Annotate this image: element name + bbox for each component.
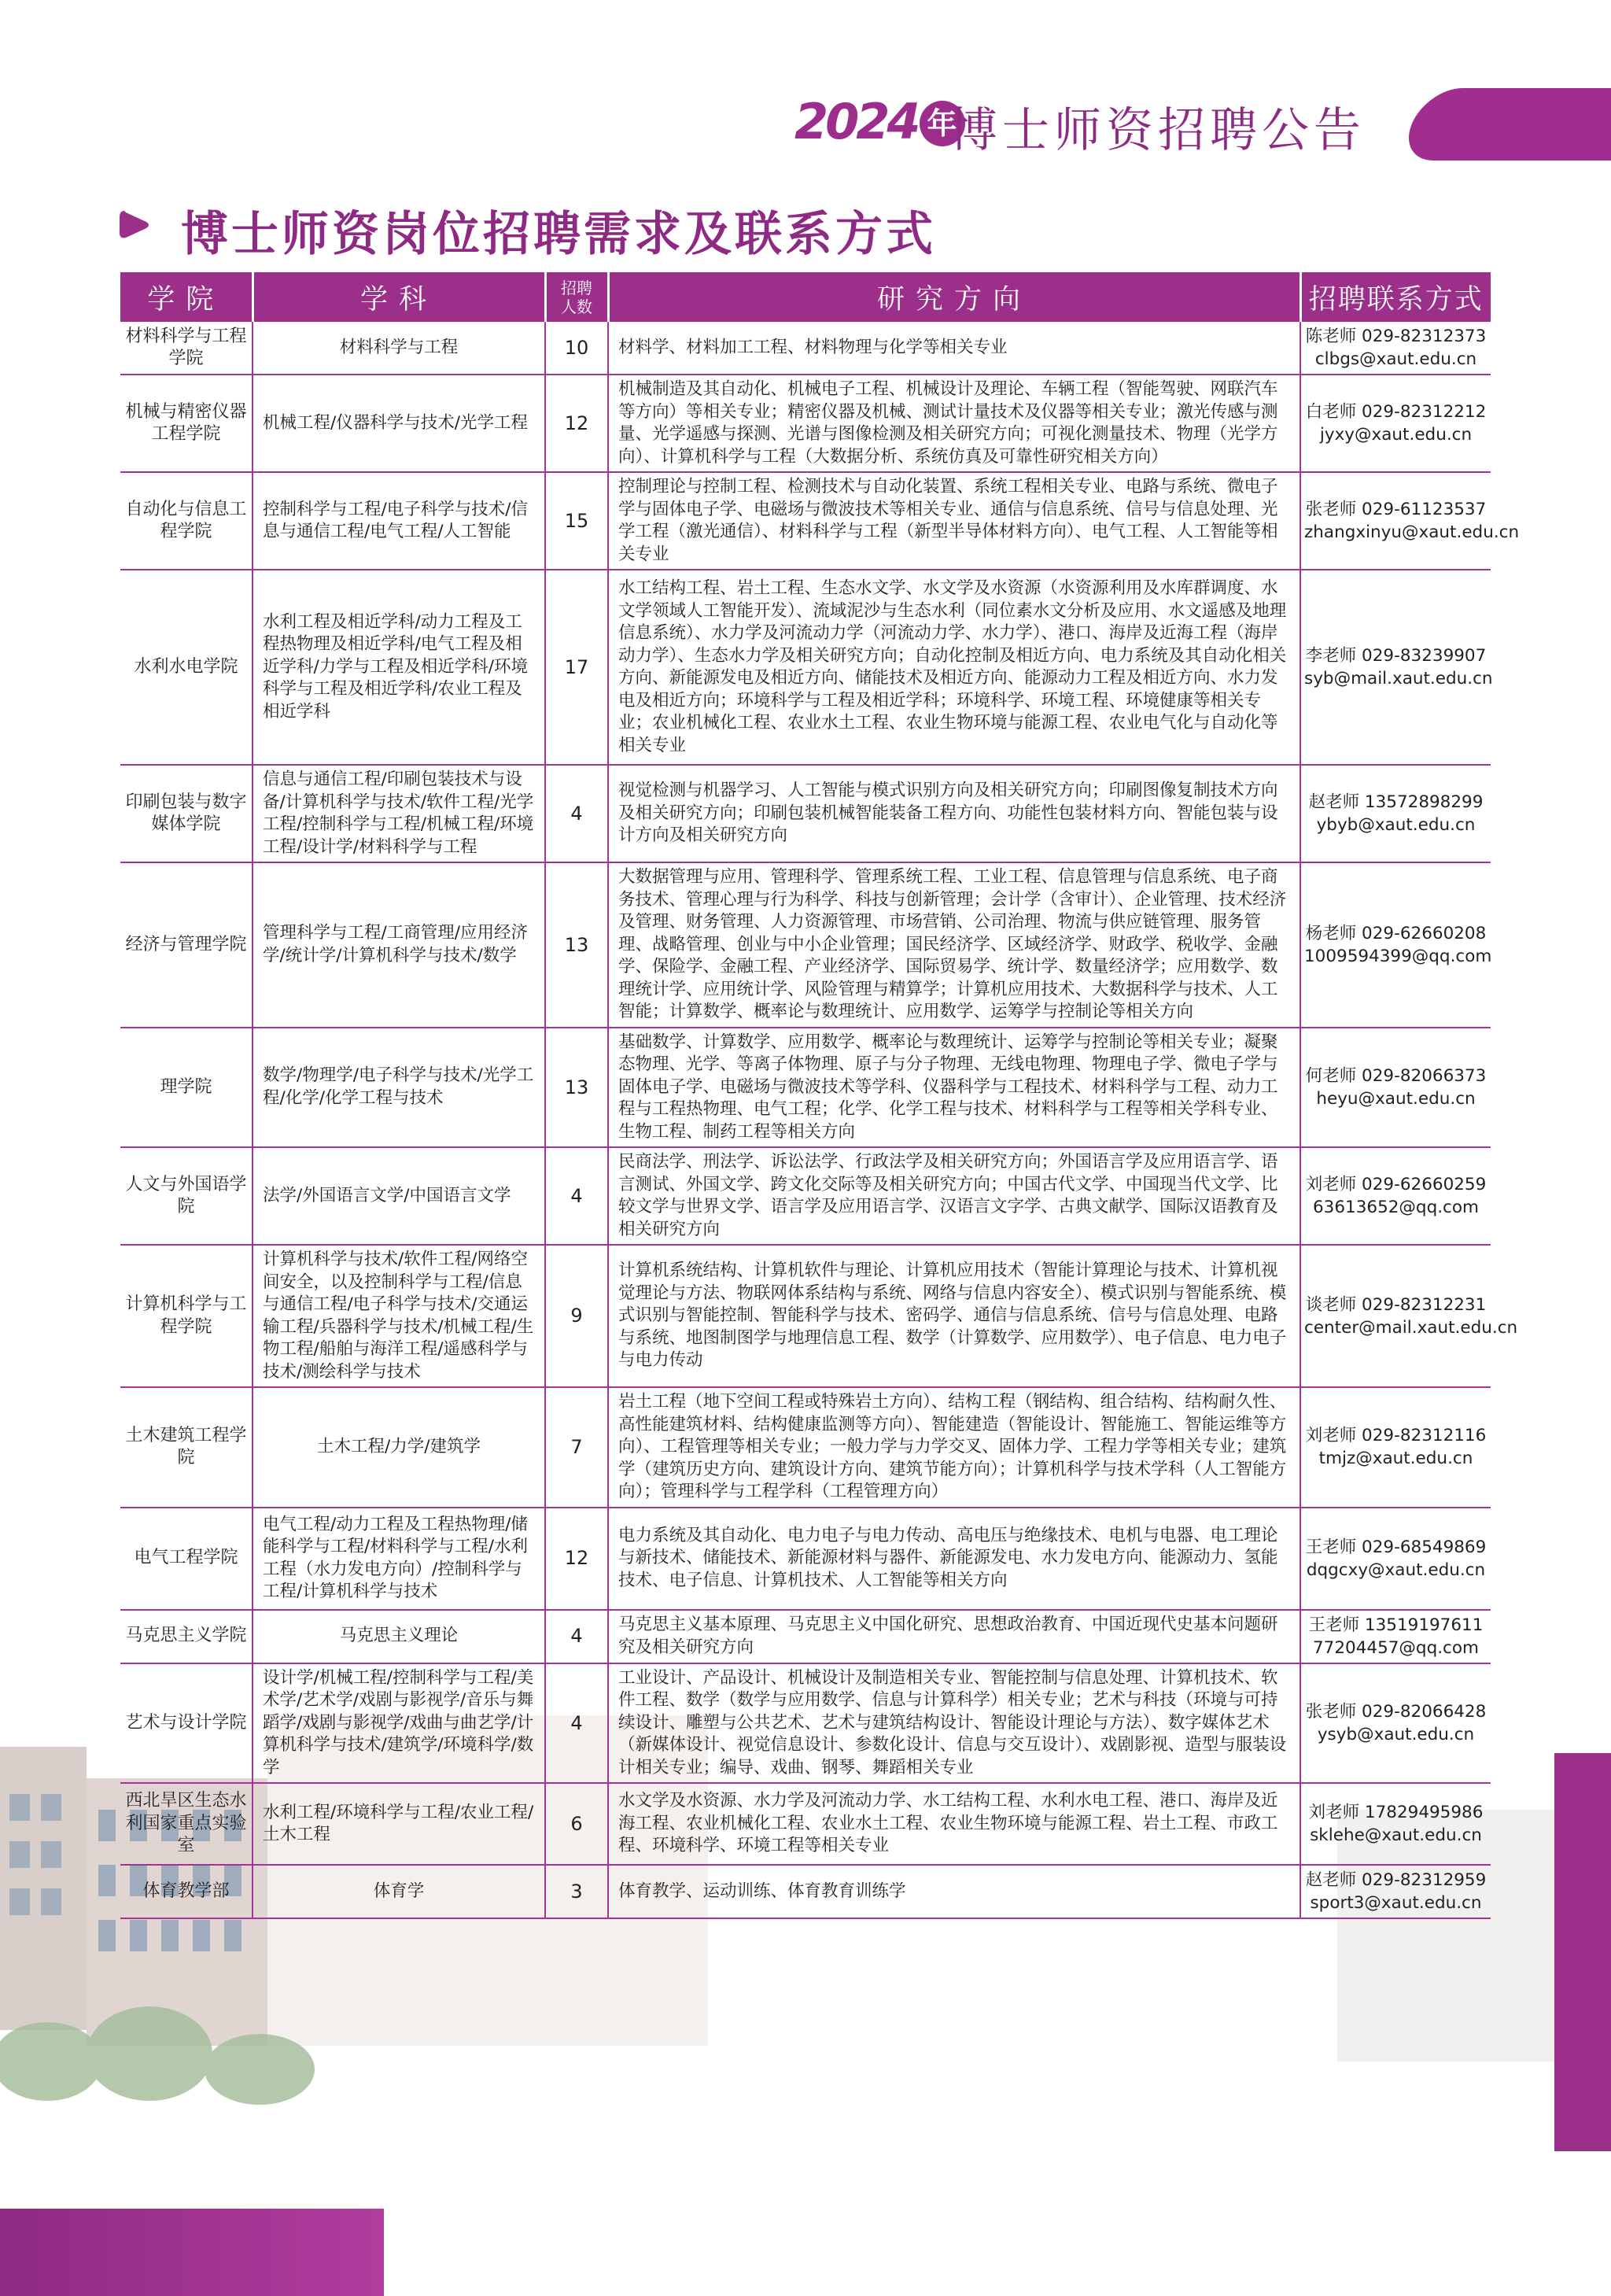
contact-phone: 杨老师 029-62660208: [1305, 923, 1487, 943]
contact-email[interactable]: sport3@xaut.edu.cn: [1310, 1893, 1482, 1913]
page-header: [0, 79, 1611, 165]
header-title: 博士师资招聘公告: [950, 103, 1366, 158]
contact-cell: [1300, 765, 1491, 862]
table-row: [120, 375, 1491, 472]
contact-phone: 赵老师 13572898299: [1308, 792, 1484, 812]
contact-phone: 张老师 029-61123537: [1305, 500, 1487, 519]
contact-cell: [1300, 1663, 1491, 1784]
college-cell: 机械与精密仪器工程学院: [120, 375, 253, 472]
discipline-cell: 体育学: [253, 1865, 545, 1918]
college-cell: 人文与外国语学院: [120, 1147, 253, 1245]
college-cell: 经济与管理学院: [120, 862, 253, 1028]
college-cell: 西北旱区生态水利国家重点实验室: [120, 1783, 253, 1865]
table-row: [120, 472, 1491, 570]
contact-cell: [1300, 1245, 1518, 1387]
count-cell: 12: [545, 1508, 608, 1610]
table-row: [120, 570, 1491, 765]
header-year-suffix: 年: [920, 101, 965, 146]
college-cell: 理学院: [120, 1028, 253, 1148]
table-row: [120, 1245, 1491, 1387]
contact-email[interactable]: center@mail.xaut.edu.cn: [1304, 1317, 1518, 1338]
college-cell: 马克思主义学院: [120, 1610, 253, 1663]
contact-email[interactable]: clbgs@xaut.edu.cn: [1314, 349, 1477, 369]
count-cell: 13: [545, 862, 608, 1028]
discipline-cell: 马克思主义理论: [253, 1610, 545, 1663]
count-cell: 7: [545, 1387, 608, 1508]
research-cell: 体育教学、运动训练、体育教育训练学: [608, 1865, 1300, 1918]
count-cell: 3: [545, 1865, 608, 1918]
contact-email[interactable]: ybyb@xaut.edu.cn: [1316, 815, 1476, 835]
contact-email[interactable]: zhangxinyu@xaut.edu.cn: [1304, 522, 1520, 542]
discipline-cell: 电气工程/动力工程及工程热物理/储能科学与工程/材料科学与工程/水利工程（水力发电方向）/控制科学与工程/计算机科学与技术: [253, 1508, 545, 1610]
contact-cell: [1300, 1610, 1491, 1663]
count-cell: 13: [545, 1028, 608, 1148]
table-row: [120, 862, 1491, 1028]
contact-cell: [1300, 862, 1491, 1028]
college-cell: 土木建筑工程学院: [120, 1387, 253, 1508]
discipline-cell: 信息与通信工程/印刷包装技术与设备/计算机科学与技术/软件工程/光学工程/控制科学与工程/机械工程/环境工程/设计学/材料科学与工程: [253, 765, 545, 862]
header-discipline: 学科: [253, 272, 545, 322]
play-arrow-icon: [116, 208, 151, 242]
contact-email[interactable]: 63613652@qq.com: [1313, 1198, 1479, 1217]
contact-email[interactable]: 1009594399@qq.com: [1304, 946, 1492, 966]
college-cell: 电气工程学院: [120, 1508, 253, 1610]
count-cell: 4: [545, 1610, 608, 1663]
count-cell: 4: [545, 1147, 608, 1245]
discipline-cell: 土木工程/力学/建筑学: [253, 1387, 545, 1508]
header-college: 学院: [120, 272, 253, 322]
research-cell: 控制理论与控制工程、检测技术与自动化装置、系统工程相关专业、电路与系统、微电子学与固体电子学、电磁场与微波技术等相关专业、通信与信息系统、信号与信息处理、光学工程（激光通信）、材料科学与工程（新型半导体材料方向）、电气工程、人工智能等相关专业: [608, 472, 1300, 570]
research-cell: 基础数学、计算数学、应用数学、概率论与数理统计、运筹学与控制论等相关专业；凝聚态物理、光学、等离子体物理、原子与分子物理、无线电物理、物理电子学、微电子学与固体电子学、电磁场与微波技术等学科、仪器科学与工程技术、材料科学与工程、动力工程与工程热物理、电气工程；化学、化学工程与技术、材料科学与工程等相关学科专业、生物工程、制药工程等相关方向: [608, 1028, 1300, 1148]
contact-cell: [1300, 1508, 1491, 1610]
research-cell: 机械制造及其自动化、机械电子工程、机械设计及理论、车辆工程（智能驾驶、网联汽车等方向）等相关专业；精密仪器及机械、测试计量技术及仪器等相关专业；激光传感与测量、光学遥感与探测、光谱与图像检测及相关研究方向；可视化测量技术、物理（光学方向）、计算机科学与工程（大数据分析、系统仿真及可靠性研究相关方向）: [608, 375, 1300, 472]
contact-cell: [1300, 322, 1491, 375]
contact-email[interactable]: ysyb@xaut.edu.cn: [1317, 1724, 1475, 1744]
count-cell: 15: [545, 472, 608, 570]
header-accent-tab: [1397, 88, 1611, 161]
research-cell: 大数据管理与应用、管理科学、管理系统工程、工业工程、信息管理与信息系统、电子商务技术、管理心理与行为科学、科技与创新管理；会计学（含审计）、企业管理、技术经济及管理、财务管理、人力资源管理、市场营销、公司治理、物流与供应链管理、服务管理、战略管理、创业与中小企业管理；国民经济学、区域经济学、财政学、税收学、金融学、保险学、金融工程、产业经济学、国际贸易学、统计学、数量经济学；应用数学、数理统计学、应用统计学、风险管理与精算学；计算机应用技术、大数据科学与技术、人工智能；计算数学、概率论与数理统计、应用数学、运筹学与控制论等相关方向: [608, 862, 1300, 1028]
table-header-row: [120, 272, 1491, 322]
contact-phone: 陈老师 029-82312373: [1305, 327, 1487, 346]
table-row: [120, 1028, 1491, 1148]
discipline-cell: 计算机科学与技术/软件工程/网络空间安全，以及控制科学与工程/信息与通信工程/电子科学与技术/交通运输工程/兵器科学与技术/机械工程/生物工程/船舶与海洋工程/遥感科学与技术/测绘科学与技术: [253, 1245, 545, 1387]
research-cell: 岩土工程（地下空间工程或特殊岩土方向）、结构工程（钢结构、组合结构、结构耐久性、高性能建筑材料、结构健康监测等方向）、智能建造（智能设计、智能施工、智能运维等方向）、工程管理等相关专业；一般力学与力学交叉、固体力学、工程力学等相关专业；建筑学（建筑历史方向、建筑设计方向、建筑节能方向）；计算机科学与技术学科（人工智能方向）；管理科学与工程学科（工程管理方向）: [608, 1387, 1300, 1508]
table-row: [120, 1147, 1491, 1245]
discipline-cell: 法学/外国语言文学/中国语言文学: [253, 1147, 545, 1245]
count-cell: 10: [545, 322, 608, 375]
contact-phone: 刘老师 17829495986: [1308, 1803, 1484, 1822]
college-cell: 自动化与信息工程学院: [120, 472, 253, 570]
table-row: [120, 1865, 1491, 1918]
discipline-cell: 材料科学与工程: [253, 322, 545, 375]
contact-cell: [1300, 1387, 1491, 1508]
research-cell: 水文学及水资源、水力学及河流动力学、水工结构工程、水利水电工程、港口、海岸及近海工程、农业机械化工程、农业水土工程、农业生物环境与能源工程、岩土工程、市政工程、环境科学、环境工程等相关专业: [608, 1783, 1300, 1865]
research-cell: 材料学、材料加工工程、材料物理与化学等相关专业: [608, 322, 1300, 375]
contact-phone: 王老师 029-68549869: [1305, 1537, 1487, 1557]
discipline-cell: 管理科学与工程/工商管理/应用经济学/统计学/计算机科学与技术/数学: [253, 862, 545, 1028]
contact-cell: [1300, 1783, 1491, 1865]
bottom-accent-bar: [0, 2209, 384, 2296]
research-cell: 工业设计、产品设计、机械设计及制造相关专业、智能控制与信息处理、计算机技术、软件工程、数学（数学与应用数学、信息与计算科学）相关专业；艺术与科技（环境与可持续设计、雕塑与公共艺术、艺术与建筑结构设计、智能设计理论与方法）、数字媒体艺术（新媒体设计、视觉信息设计、参数化设计、信息与交互设计）、戏剧影视、造型与服装设计相关专业；编导、戏曲、钢琴、舞蹈相关专业: [608, 1663, 1300, 1784]
contact-cell: [1300, 472, 1520, 570]
header-year: 2024: [794, 93, 918, 150]
count-cell: 4: [545, 765, 608, 862]
discipline-cell: 水利工程/环境科学与工程/农业工程/土木工程: [253, 1783, 545, 1865]
research-cell: 电力系统及其自动化、电力电子与电力传动、高电压与绝缘技术、电机与电器、电工理论与新技术、储能技术、新能源材料与器件、新能源发电、水力发电方向、能源动力、氢能技术、电子信息、计算机技术、人工智能等相关方向: [608, 1508, 1300, 1610]
contact-phone: 刘老师 029-62660259: [1305, 1175, 1487, 1194]
contact-phone: 刘老师 029-82312116: [1305, 1426, 1487, 1446]
research-cell: 民商法学、刑法学、诉讼法学、行政法学及相关研究方向；外国语言学及应用语言学、语言测试、外国文学、跨文化交际等及相关研究方向；中国古代文学、中国现当代文学、比较文学与世界文学、语言学及应用语言学、汉语言文字学、古典文献学、国际汉语教育及相关研究方向: [608, 1147, 1300, 1245]
table-body: [120, 322, 1520, 1918]
recruitment-table: [120, 272, 1520, 1919]
table-row: [120, 1783, 1491, 1865]
count-cell: 17: [545, 570, 608, 765]
college-cell: 艺术与设计学院: [120, 1663, 253, 1784]
discipline-cell: 设计学/机械工程/控制科学与工程/美术学/艺术学/戏剧与影视学/音乐与舞蹈学/戏剧与影视学/戏曲与曲艺学/计算机科学与技术/建筑学/环境科学/数学: [253, 1663, 545, 1784]
contact-phone: 何老师 029-82066373: [1305, 1065, 1487, 1086]
college-cell: 材料科学与工程学院: [120, 322, 253, 375]
contact-phone: 谈老师 029-82312231: [1305, 1294, 1487, 1315]
side-accent-bar: [1554, 1753, 1611, 2151]
contact-email[interactable]: sklehe@xaut.edu.cn: [1310, 1825, 1482, 1845]
header-research: 研究方向: [608, 272, 1300, 322]
count-cell: 4: [545, 1663, 608, 1784]
contact-cell: [1300, 1028, 1491, 1148]
research-cell: 水工结构工程、岩土工程、生态水文学、水文学及水资源（水资源利用及水库群调度、水文学领域人工智能开发）、流域泥沙与生态水利（同位素水文分析及应用、水文遥感及地理信息系统）、水力学及河流动力学（河流动力学、水力学）、港口、海岸及近海工程（海岸动力学）、生态水力学及相关研究方向；自动化控制及相近方向、电力系统及其自动化相关方向、新能源发电及相近方向、储能技术及相近方向、能源动力工程及相近方向、水力发电及相近方向；环境科学与工程及相近学科；环境科学、环境工程、环境健康等相关专业；农业机械化工程、农业水土工程、农业生物环境与能源工程、农业电气化与自动化等相关专业: [608, 570, 1300, 765]
contact-cell: [1300, 1147, 1491, 1245]
table-row: [120, 322, 1491, 375]
contact-email[interactable]: syb@mail.xaut.edu.cn: [1304, 669, 1493, 688]
research-cell: 视觉检测与机器学习、人工智能与模式识别方向及相关研究方向；印刷图像复制技术方向及相关研究方向；印刷包装机械智能装备工程方向、功能性包装材料方向、智能包装与设计方向及相关研究方向: [608, 765, 1300, 862]
contact-email[interactable]: heyu@xaut.edu.cn: [1316, 1088, 1476, 1109]
research-cell: 马克思主义基本原理、马克思主义中国化研究、思想政治教育、中国近现代史基本问题研究及相关研究方向: [608, 1610, 1300, 1663]
discipline-cell: 水利工程及相近学科/动力工程及工程热物理及相近学科/电气工程及相近学科/力学与工程及相近学科/环境科学与工程及相近学科/农业工程及相近学科: [253, 570, 545, 765]
table-row: [120, 1508, 1491, 1610]
discipline-cell: 数学/物理学/电子科学与技术/光学工程/化学/化学工程与技术: [253, 1028, 545, 1148]
contact-phone: 张老师 029-82066428: [1305, 1701, 1487, 1722]
header-year-logo: [794, 93, 965, 150]
college-cell: 体育教学部: [120, 1865, 253, 1918]
count-cell: 9: [545, 1245, 608, 1387]
contact-email[interactable]: jyxy@xaut.edu.cn: [1319, 425, 1473, 445]
research-cell: 计算机系统结构、计算机软件与理论、计算机应用技术（智能计算理论与技术、计算机视觉理论与方法、物联网体系结构与系统、网络与信息内容安全）、模式识别与智能系统、模式识别与智能控制、智能科学与技术、密码学、通信与信息系统、信号与信息处理、电路与系统、地图制图学与地理信息工程、数学（计算数学、应用数学）、电子信息、电力电子与电力传动: [608, 1245, 1300, 1387]
discipline-cell: 控制科学与工程/电子科学与技术/信息与通信工程/电气工程/人工智能: [253, 472, 545, 570]
contact-email[interactable]: tmjz@xaut.edu.cn: [1318, 1449, 1473, 1469]
college-cell: 计算机科学与工程学院: [120, 1245, 253, 1387]
table-row: [120, 1610, 1491, 1663]
header-contact: 招聘联系方式: [1300, 272, 1491, 322]
college-cell: 水利水电学院: [120, 570, 253, 765]
contact-cell: [1300, 375, 1491, 472]
contact-cell: [1300, 1865, 1491, 1918]
contact-phone: 白老师 029-82312212: [1305, 402, 1487, 422]
college-cell: 印刷包装与数字媒体学院: [120, 765, 253, 862]
table-row: [120, 765, 1491, 862]
header-count: 招聘 人数: [545, 272, 608, 322]
section-title: 博士师资岗位招聘需求及联系方式: [181, 207, 936, 262]
discipline-cell: 机械工程/仪器科学与技术/光学工程: [253, 375, 545, 472]
contact-phone: 李老师 029-83239907: [1305, 646, 1487, 666]
contact-email[interactable]: 77204457@qq.com: [1313, 1637, 1479, 1658]
contact-phone: 王老师 13519197611: [1308, 1615, 1484, 1635]
contact-cell: [1300, 570, 1491, 765]
contact-phone: 赵老师 029-82312959: [1305, 1870, 1487, 1890]
contact-email[interactable]: dqgcxy@xaut.edu.cn: [1306, 1560, 1486, 1580]
count-cell: 6: [545, 1783, 608, 1865]
table-row: [120, 1663, 1491, 1784]
table-row: [120, 1387, 1491, 1508]
count-cell: 12: [545, 375, 608, 472]
